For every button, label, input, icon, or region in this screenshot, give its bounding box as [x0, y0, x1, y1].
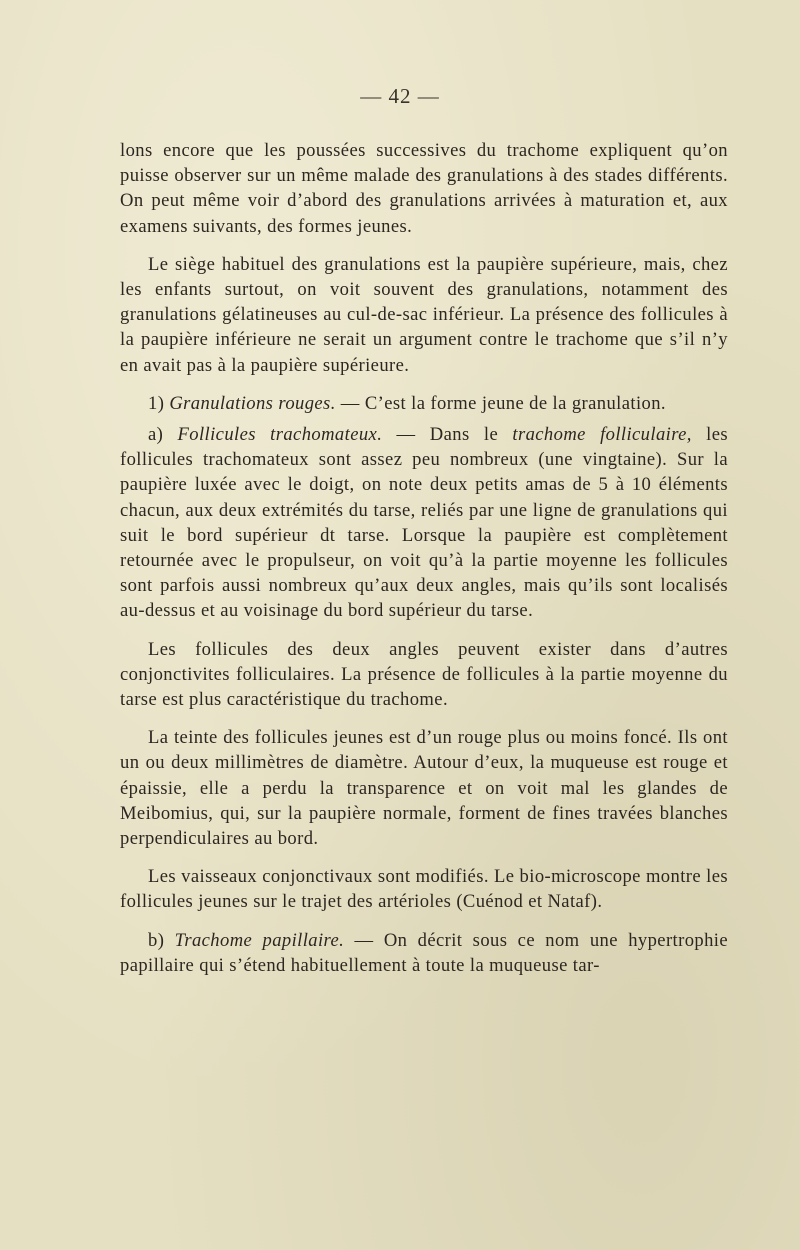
subsection-emphasis: trachome folliculaire, [512, 424, 692, 446]
body-text [120, 138, 728, 991]
subsection-follicules [120, 422, 728, 624]
subsection-trachome-papillaire [120, 928, 728, 978]
paragraph-1: lons encore que les poussées successives du trachome expliquent qu’on puisse observer sur un même malade des granulations à des stades différents. On peut même voir d’abord des granulations arrivées à maturation et, aux examens suivants, des formes jeunes. [120, 140, 728, 237]
paragraph-7: Les vaisseaux conjonctivaux sont modifiés. Le bio-microscope montre les follicules jeunes sur le trajet des artérioles (Cuénod et Nataf). [120, 866, 728, 913]
page-number: — 42 — [360, 84, 440, 108]
paragraph-5: Les follicules des deux angles peuvent exister dans d’autres conjonctivites folliculaires. La présence de follicules à la partie moyenne du tarse est plus caractéristique du trachome. [120, 638, 728, 711]
subsection-heading: Follicules trachomateux. [177, 424, 383, 446]
paragraph-2: Le siège habituel des granulations est la paupière supérieure, mais, chez les enfants surtout, on voit souvent des granulations, notamment des granulations gélatineuses au cul-de-sac inférieur. La présence des follicules à la paupière inférieure ne serait un argument contre le trachome que s’il n’y en avait pas à la paupière supérieure. [120, 253, 728, 376]
subsection-letter: b) [148, 929, 175, 951]
subsection-text: les follicules trachomateux sont assez peu nombreux (une vingtaine). Sur la paupière luxée avec le doigt, on note deux petits amas de 5 à 10 éléments chacun, aux deux extrémités du tarse, reliés par une ligne de granulations qui suit le bord supérieur dt tarse. Lorsque la paupière est complètement retournée avec le propulseur, on voit qu’à la partie moyenne les follicules sont parfois aussi nombreux qu’aux deux angles, mais qu’ils sont localisés au-dessus et au voisinage du bord supérieur du tarse. [120, 424, 729, 622]
section-granulations-rouges [120, 391, 728, 416]
section-number: 1) [148, 392, 170, 414]
subsection-text: — On décrit sous ce nom une hypertrophie papillaire qui s’étend habituellement à toute la muqueuse tar- [120, 929, 728, 976]
subsection-text-mid: — Dans le [382, 424, 513, 446]
subsection-heading: Trachome papillaire. [174, 929, 345, 951]
section-heading: Granulations rouges. [169, 392, 336, 414]
subsection-letter: a) [148, 424, 178, 446]
paragraph-6: La teinte des follicules jeunes est d’un rouge plus ou moins foncé. Ils ont un ou deux millimètres de diamètre. Autour d’eux, la muqueuse est rouge et épaissie, elle a perdu la transparence et on voit mal les glandes de Meibomius, qui, sur la paupière normale, forment de fines travées blanches perpendiculaires au bord. [120, 727, 728, 850]
section-text: — C’est la forme jeune de la granulation. [335, 392, 666, 414]
